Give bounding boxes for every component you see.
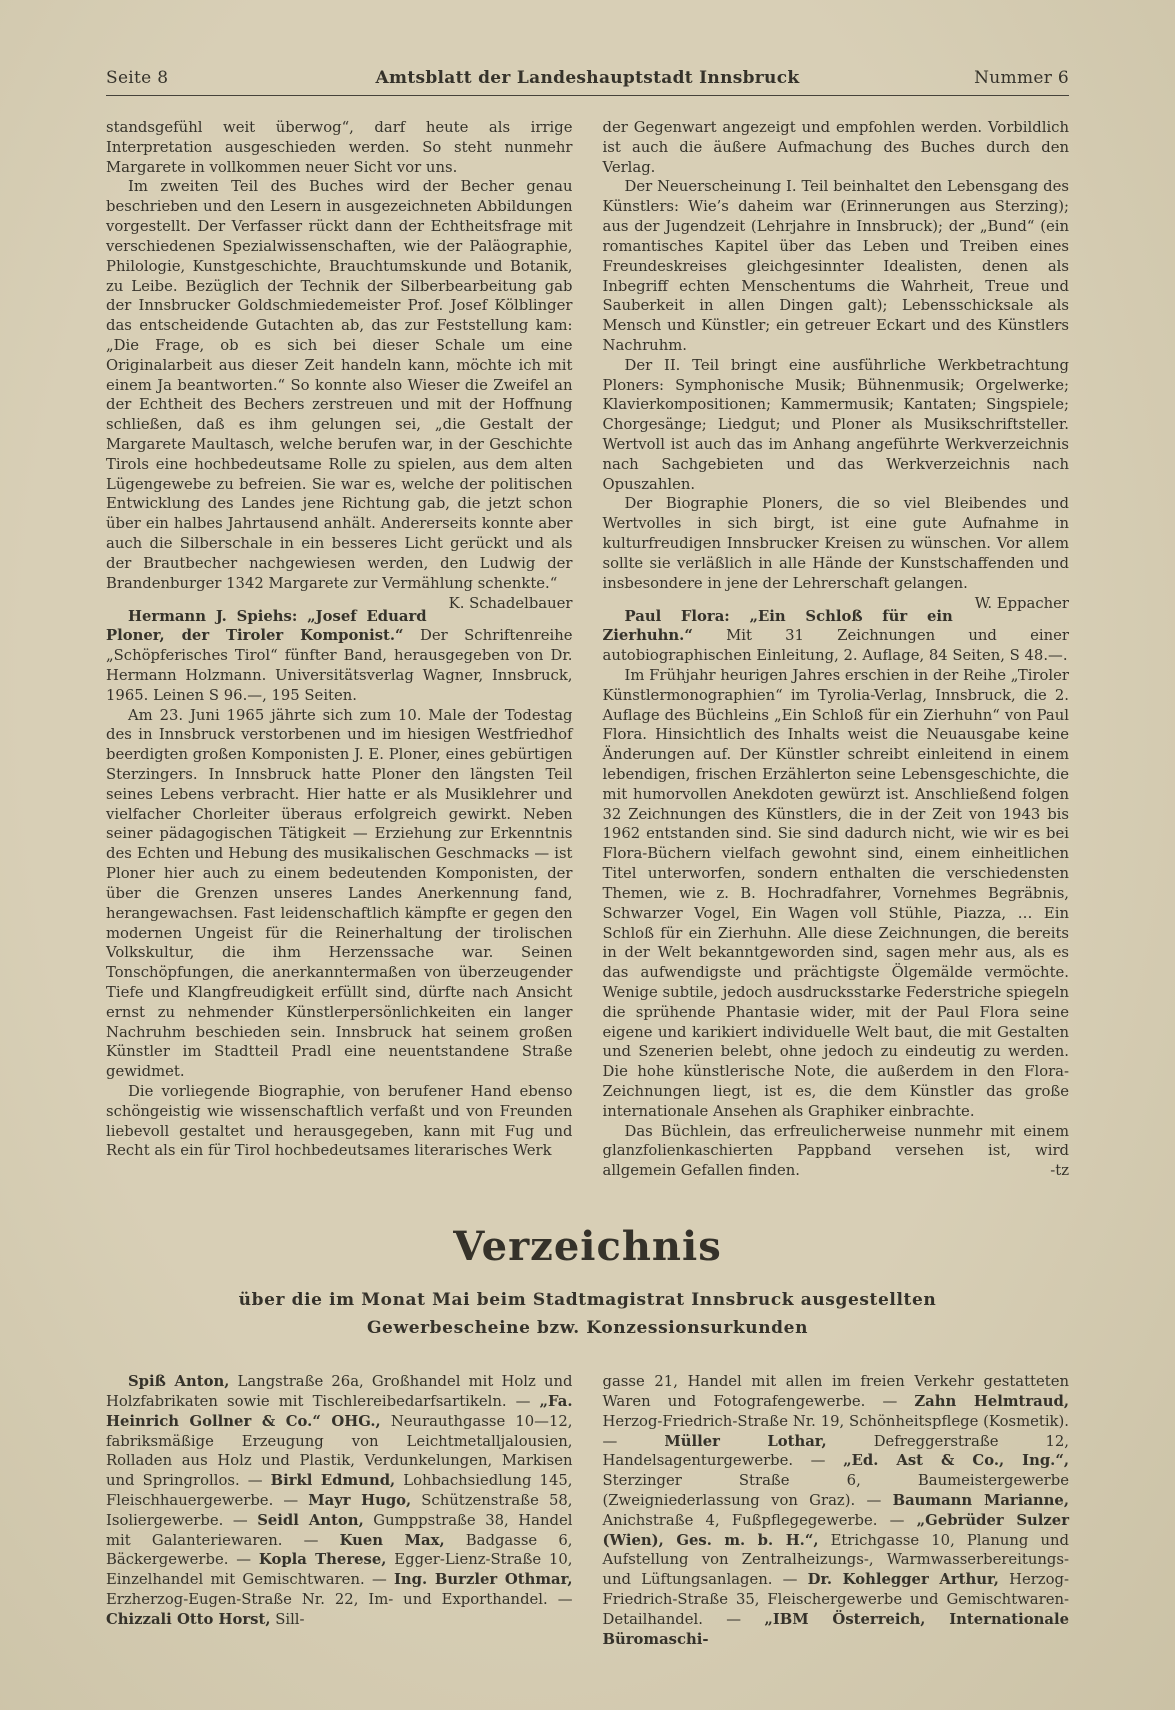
- author-signature: K. Schadelbauer: [448, 594, 573, 612]
- text-run: Der Neuerscheinung I. Teil beinhaltet den Lebensgang des Künstlers: Wie’s daheim war (Erinnerungen aus Sterzing); aus der Jugendzeit (Lehrjahre in Innsbruck); der „Bund“ (ein romantisches Kapitel über das Leben und Treiben eines Freundeskreises gleichgesinnter Idealisten, denen als Inbegriff echten Menschentums die Wahrheit, Treue und Sauberkeit in allen Dingen galt); Lebensschicksale als Mensch und Künstler; ein getreuer Eckart und des Künstlers Nachruhm.: [602, 178, 1069, 354]
- text-run: Lohbachsiedlung 145, Fleischhauergewerbe. —: [106, 1472, 573, 1510]
- article-body: [106, 118, 1069, 1181]
- issue-number: Nummer 6: [974, 68, 1069, 88]
- bold-text-run: Seidl Anton,: [257, 1511, 364, 1529]
- paragraph: [106, 1372, 573, 1630]
- paragraph: [603, 666, 1070, 1122]
- text-run: Gumppstraße 38, Handel mit Galanteriewaren. —: [106, 1511, 573, 1549]
- header-rule: [106, 95, 1069, 96]
- bold-text-run: Spiß Anton,: [128, 1373, 230, 1391]
- bold-text-run: Zahn Helmtraud,: [914, 1392, 1069, 1410]
- paragraph: [106, 118, 573, 177]
- text-run: Das Büchlein, das erfreulicherweise nunmehr mit einem glanzfolienkaschierten Pappband versehen ist, wird allgemein Gefallen finden.: [602, 1122, 1069, 1180]
- verzeichnis-column-left: [106, 1372, 573, 1649]
- paragraph: [106, 706, 573, 1082]
- text-run: Im Frühjahr heurigen Jahres erschien in der Reihe „Tiroler Künstlermonographien“ im Tyrolia-Verlag, Innsbruck, die 2. Auflage des Büchleins „Ein Schloß für ein Zierhuhn“ von Paul Flora. Hinsichtlich des Inhalts weist die Neuausgabe keine Änderungen auf. Der Künstler schreibt einleitend in einem lebendigen, frischen Erzählerton seine Lebensgeschichte, die mit humorvollen Anekdoten gewürzt ist. Anschließend folgen 32 Zeichnungen des Künstlers, die in der Zeit von 1943 bis 1962 entstanden sind. Sie sind dadurch nicht, wie wir es bei Flora-Büchern vielfach gewohnt sind, einem einheitlichen Titel unterworfen, sondern enthalten die verschiedensten Themen, wie z. B. Hochradfahrer, Vornehmes Begräbnis, Schwarzer Vogel, Ein Wagen voll Stühle, Piazza, … Ein Schloß für ein Zierhuhn. Alle diese Zeichnungen, die bereits in der Welt bekanntgeworden sind, sagen mehr aus, als es das aufwendigste und prächtigste Ölgemälde vermöchte. Wenige subtile, jedoch ausdrucksstarke Federstriche spiegeln die sprühende Phantasie wider, mit der Paul Flora seine eigene und karikiert individuelle Welt baut, die mit Gestalten und Szenerien belebt, ohne jedoch zu eindeutig zu werden. Die hohe künstlerische Note, die außerdem in den Flora-Zeichnungen liegt, ist es, die dem Künstler das große internationale Ansehen als Graphiker einbrachte.: [602, 666, 1069, 1120]
- verzeichnis-body: [106, 1372, 1069, 1649]
- page-header: [106, 68, 1069, 88]
- text-run: Defreggerstraße 12, Handelsagenturgewerbe. —: [602, 1432, 1069, 1470]
- paragraph: [602, 494, 1070, 612]
- text-run: Neurauthgasse 10—12, fabriksmäßige Erzeugung von Leichtmetalljalousien, Rolladen aus Holz und Plastik, Verdunkelungen, Markisen und Springrollos. —: [106, 1412, 573, 1490]
- author-signature: -tz: [1050, 1162, 1069, 1180]
- text-run: Sterzinger Straße 6, Baumeistergewerbe (Zweigniederlassung von Graz). —: [602, 1472, 1069, 1510]
- author-signature: W. Eppacher: [974, 594, 1069, 612]
- bold-text-run: Dr. Kohlegger Arthur,: [807, 1571, 999, 1589]
- bold-text-run: Birkl Edmund,: [270, 1472, 396, 1490]
- text-run: Egger-Lienz-Straße 10, Einzelhandel mit Gemischtwaren. —: [106, 1551, 573, 1589]
- text-run: Herzog-Friedrich-Straße 35, Fleischergewerbe und Gemischtwaren-Detailhandel. —: [602, 1571, 1069, 1628]
- text-run: Anichstraße 4, Fußpflegegewerbe. —: [602, 1511, 917, 1529]
- paragraph: [603, 177, 1070, 355]
- bold-text-run: Hermann J. Spiehs: „Josef Eduard Ploner, der Tiroler Komponist.“: [106, 607, 427, 645]
- verzeichnis-subtitle-line2: Gewerbescheine bzw. Konzessionsurkunden: [366, 1318, 809, 1339]
- text-run: Langstraße 26a, Großhandel mit Holz und Holzfabrikaten sowie mit Tischlereibedarfsartikeln. —: [106, 1373, 573, 1410]
- paragraph: [603, 1372, 1070, 1649]
- page-number: Seite 8: [106, 68, 169, 88]
- text-run: Badgasse 6, Bäckergewerbe. —: [106, 1531, 573, 1569]
- bold-text-run: Müller Lothar,: [664, 1432, 827, 1450]
- article-column-left: [106, 118, 573, 1181]
- article-column-right: [603, 118, 1070, 1181]
- paragraph: [106, 607, 573, 706]
- bold-text-run: „IBM Österreich, Internationale Büromaschi-: [602, 1610, 1069, 1648]
- bold-text-run: Kuen Max,: [339, 1531, 445, 1549]
- bold-text-run: Mayr Hugo,: [308, 1492, 412, 1510]
- bold-text-run: „Ed. Ast & Co., Ing.“,: [843, 1452, 1069, 1470]
- bold-text-run: „Gebrüder Sulzer (Wien), Ges. m. b. H.“,: [602, 1511, 1070, 1549]
- bold-text-run: „Fa. Heinrich Gollner & Co.“ OHG.,: [106, 1392, 573, 1430]
- text-run: der Gegenwart angezeigt und empfohlen werden. Vorbildlich ist auch die äußere Aufmachung des Buches durch den Verlag.: [602, 119, 1069, 176]
- bold-text-run: Baumann Marianne,: [892, 1492, 1069, 1510]
- text-run: standsgefühl weit überwog“, darf heute als irrige Interpretation ausgeschieden werden. So steht nunmehr Margarete in vollkommen neuer Sicht vor uns.: [106, 119, 573, 176]
- bold-text-run: Kopla Therese,: [258, 1551, 387, 1569]
- masthead-title: Amtsblatt der Landeshauptstadt Innsbruck: [375, 68, 800, 88]
- text-run: Herzog-Friedrich-Straße Nr. 19, Schönheitspflege (Kosmetik). —: [602, 1412, 1069, 1450]
- paragraph: [603, 1122, 1070, 1181]
- text-run: Erzherzog-Eugen-Straße Nr. 22, Im- und Exporthandel. —: [106, 1591, 573, 1609]
- bold-text-run: Paul Flora: „Ein Schloß für ein Zierhuhn.“: [602, 607, 953, 645]
- paragraph: [603, 607, 1070, 666]
- text-run: Der II. Teil bringt eine ausführliche Werkbetrachtung Ploners: Symphonische Musik; Bühnenmusik; Orgelwerke; Klavierkompositionen; Kammermusik; Kantaten; Singspiele; Chorgesänge; Liedgut; und Ploner als Musikschriftsteller. Wertvoll ist auch das im Anhang angeführte Werkverzeichnis nach Sachgebieten und das Werkverzeichnis nach Opuszahlen.: [602, 356, 1069, 493]
- verzeichnis-subtitle: [106, 1286, 1069, 1342]
- text-run: Schützenstraße 58, Isoliergewerbe. —: [106, 1492, 573, 1529]
- bold-text-run: Chizzali Otto Horst,: [106, 1610, 271, 1628]
- text-run: Der Biographie Ploners, die so viel Bleibendes und Wertvolles in sich birgt, ist eine gute Aufnahme in kulturfreudigen Innsbrucker Kreisen zu wünschen. Vor allem sollte sie verläßlich in alle Hände der Kunstschaffenden und insbesondere in jene der Lehrerschaft gelangen.: [602, 495, 1069, 592]
- paragraph: [106, 1082, 573, 1161]
- paragraph: [603, 118, 1070, 177]
- text-run: Der Schriftenreihe „Schöpferisches Tirol“ fünfter Band, herausgegeben von Dr. Hermann Holzmann. Universitätsverlag Wagner, Innsbruck, 1965. Leinen S 96.—, 195 Seiten.: [106, 627, 573, 704]
- text-run: Im zweiten Teil des Buches wird der Becher genau beschrieben und den Lesern in ausgezeichneten Abbildungen vorgestellt. Der Verfasser rückt dann der Echtheitsfrage mit verschiedenen Spezialwissenschaften, wie der Paläographie, Philologie, Kunstgeschichte, Brauchtumskunde und Botanik, zu Leibe. Bezüglich der Technik der Silberbearbeitung gab der Innsbrucker Goldschmiedemeister Prof. Josef Kölblinger das entscheidende Gutachten ab, das zur Feststellung kam: „Die Frage, ob es sich bei dieser Schale um eine Originalarbeit aus dieser Zeit handeln kann, möchte ich mit einem Ja beantworten.“ So konnte also Wieser die Zweifel an der Echtheit des Bechers zerstreuen und mit der Hoffnung schließen, daß es ihm gelungen sei, „die Gestalt der Margarete Maultasch, welche berufen war, in der Geschichte Tirols eine hochbedeutsame Rolle zu spielen, aus dem alten Lügengewebe zu befreien. Sie war es, welche der politischen Entwicklung des Landes jene Richtung gab, die jetzt schon über ein halbes Jahrtausend anhält. Andererseits konnte aber auch die Silberschale in ein besseres Licht gerückt und als der Brautbecher nachgewiesen werden, den Ludwig der Brandenburger 1342 Margarete zur Vermählung schenkte.“: [106, 178, 573, 592]
- text-run: Sill-: [270, 1610, 305, 1628]
- paragraph: [106, 177, 573, 612]
- text-run: Die vorliegende Biographie, von berufener Hand ebenso schöngeistig wie wissenschaftlich verfaßt und von Freunden liebevoll gestaltet und herausgegeben, kann mit Fug und Recht als ein für Tirol hochbedeutsames literarisches Werk: [106, 1083, 573, 1160]
- bold-text-run: Ing. Burzler Othmar,: [394, 1571, 573, 1589]
- text-run: Etrichgasse 10, Planung und Aufstellung von Zentralheizungs-, Warmwasserbereitungs- und Lüftungsanlagen. —: [602, 1531, 1070, 1589]
- verzeichnis-column-right: [603, 1372, 1070, 1649]
- text-run: gasse 21, Handel mit allen im freien Verkehr gestatteten Waren und Fotografengewerbe. —: [602, 1373, 1069, 1410]
- verzeichnis-section: [106, 1223, 1069, 1649]
- text-run: Am 23. Juni 1965 jährte sich zum 10. Male der Todestag des in Innsbruck verstorbenen und im hiesigen Westfriedhof beerdigten großen Komponisten J. E. Ploner, eines gebürtigen Sterzingers. In Innsbruck hatte Ploner den längsten Teil seines Lebens verbracht. Hier hatte er als Musiklehrer und vielfacher Chorleiter überaus erfolgreich gewirkt. Neben seiner pädagogischen Tätigkeit — Erziehung zur Erkenntnis des Echten und Hebung des musikalischen Geschmacks — ist Ploner hier auch zu einem bedeutenden Komponisten, der über die Grenzen unseres Landes Anerkennung fand, herangewachsen. Fast leidenschaftlich kämpfte er gegen den modernen Ungeist für die Reinerhaltung der tirolischen Volkskultur, die ihm Herzenssache war. Seinen Tonschöpfungen, die anerkanntermaßen von überzeugender Tiefe und Klangfreudigkeit erfüllt sind, dürfte nach Ansicht ernst zu nehmender Künstlerpersönlichkeiten ein langer Nachruhm beschieden sein. Innsbruck hat seinem großen Künstler im Stadtteil Pradl eine neuentstandene Straße gewidmet.: [106, 706, 573, 1081]
- text-run: Mit 31 Zeichnungen und einer autobiographischen Einleitung, 2. Auflage, 84 Seiten, S 48.—.: [602, 627, 1069, 665]
- paragraph: [603, 356, 1070, 495]
- verzeichnis-title: Verzeichnis: [453, 1223, 722, 1271]
- verzeichnis-subtitle-line1: über die im Monat Mai beim Stadtmagistrat Innsbruck ausgestellten: [238, 1290, 937, 1311]
